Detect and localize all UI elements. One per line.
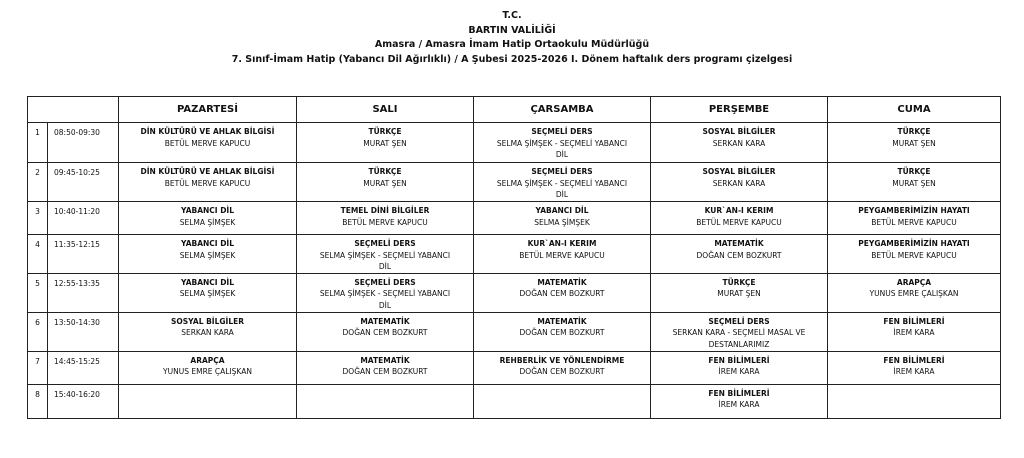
lesson-subject: TÜRKÇE bbox=[897, 167, 931, 176]
period-time: 12:55-13:35 bbox=[48, 273, 119, 312]
lesson-cell bbox=[474, 312, 651, 351]
lesson-subject: REHBERLİK VE YÖNLENDİRME bbox=[499, 355, 625, 365]
lesson-subject: SOSYAL BİLGİLER bbox=[702, 167, 776, 176]
lesson-teacher: SELMA ŞİMŞEK bbox=[534, 217, 590, 227]
lesson-cell bbox=[474, 235, 651, 274]
lesson-teacher: MURAT ŞEN bbox=[892, 178, 936, 188]
lesson-teacher: SERKAN KARA bbox=[712, 138, 766, 148]
lesson-cell bbox=[119, 235, 297, 274]
lesson-teacher: SERKAN KARA bbox=[181, 328, 234, 337]
document-header bbox=[0, 9, 1024, 67]
day-header: CUMA bbox=[828, 97, 1001, 123]
lesson-cell bbox=[297, 312, 474, 351]
lesson-cell bbox=[651, 123, 828, 163]
lesson-cell bbox=[474, 163, 651, 202]
day-header: SALI bbox=[297, 97, 474, 123]
lesson-subject: ARAPÇA bbox=[190, 355, 225, 365]
day-header: ÇARSAMBA bbox=[474, 97, 651, 123]
lesson-cell bbox=[828, 273, 1001, 312]
lesson-cell bbox=[651, 235, 828, 274]
period-number: 3 bbox=[28, 202, 48, 235]
lesson-cell bbox=[297, 384, 474, 418]
lesson-cell bbox=[651, 273, 828, 312]
period-number: 8 bbox=[28, 384, 48, 418]
lesson-subject: KUR`AN-I KERIM bbox=[704, 206, 774, 215]
lesson-subject: YABANCI DİL bbox=[180, 239, 235, 248]
lesson-subject: FEN BİLİMLERİ bbox=[708, 355, 770, 365]
lesson-subject: SOSYAL BİLGİLER bbox=[171, 316, 244, 326]
table-row bbox=[28, 235, 1001, 274]
lesson-cell bbox=[297, 202, 474, 235]
day-header: PERŞEMBE bbox=[651, 97, 828, 123]
table-row bbox=[28, 123, 1001, 163]
lesson-teacher: SERKAN KARA - SEÇMELİ MASAL VE DESTANLARIMIZ bbox=[672, 328, 806, 349]
lesson-cell bbox=[297, 163, 474, 202]
lesson-subject: TÜRKÇE bbox=[722, 277, 756, 287]
lesson-cell bbox=[651, 312, 828, 351]
lesson-cell bbox=[297, 273, 474, 312]
lesson-cell bbox=[297, 351, 474, 384]
period-time: 13:50-14:30 bbox=[48, 312, 119, 351]
lesson-cell bbox=[119, 384, 297, 418]
lesson-cell bbox=[119, 312, 297, 351]
lesson-cell bbox=[474, 123, 651, 163]
lesson-subject: SOSYAL BİLGİLER bbox=[702, 127, 776, 136]
lesson-cell bbox=[119, 163, 297, 202]
lesson-teacher: SELMA ŞİMŞEK bbox=[179, 217, 236, 227]
lesson-teacher: SELMA ŞİMŞEK bbox=[179, 250, 236, 260]
lesson-teacher: BETÜL MERVE KAPUCU bbox=[871, 250, 957, 260]
day-header: PAZARTESİ bbox=[119, 97, 297, 123]
lesson-subject: MATEMATİK bbox=[714, 239, 764, 248]
lesson-teacher: MURAT ŞEN bbox=[717, 289, 761, 298]
header-row bbox=[28, 97, 1001, 123]
period-number: 4 bbox=[28, 235, 48, 274]
lesson-subject: SEÇMELİ DERS bbox=[531, 167, 593, 176]
lesson-teacher: SELMA ŞİMŞEK - SEÇMELİ YABANCI DİL bbox=[319, 289, 451, 310]
lesson-cell bbox=[297, 235, 474, 274]
lesson-teacher: DOĞAN CEM BOZKURT bbox=[696, 250, 782, 260]
lesson-subject: FEN BİLİMLERİ bbox=[708, 388, 770, 398]
lesson-cell bbox=[828, 312, 1001, 351]
lesson-cell bbox=[119, 123, 297, 163]
lesson-cell bbox=[828, 202, 1001, 235]
lesson-teacher: DOĞAN CEM BOZKURT bbox=[342, 328, 428, 337]
lesson-teacher: BETÜL MERVE KAPUCU bbox=[164, 138, 251, 148]
period-time: 08:50-09:30 bbox=[48, 123, 119, 163]
lesson-subject: TEMEL DİNİ BİLGİLER bbox=[340, 206, 430, 215]
lesson-teacher: SELMA ŞİMŞEK - SEÇMELİ YABANCI DİL bbox=[496, 178, 628, 199]
lesson-cell bbox=[297, 123, 474, 163]
lesson-subject: SEÇMELİ DERS bbox=[708, 316, 770, 326]
header-line-1: T.C. bbox=[502, 10, 522, 21]
lesson-teacher: İREM KARA bbox=[718, 400, 760, 409]
header-line-2: BARTIN VALİLİĞİ bbox=[468, 24, 556, 36]
lesson-teacher: YUNUS EMRE ÇALIŞKAN bbox=[869, 289, 959, 298]
lesson-subject: MATEMATİK bbox=[537, 316, 587, 326]
lesson-teacher: DOĞAN CEM BOZKURT bbox=[519, 367, 605, 376]
lesson-subject: FEN BİLİMLERİ bbox=[883, 355, 945, 365]
lesson-cell bbox=[828, 351, 1001, 384]
lesson-subject: TÜRKÇE bbox=[897, 127, 931, 136]
lesson-teacher: DOĞAN CEM BOZKURT bbox=[519, 328, 605, 337]
lesson-subject: PEYGAMBERİMİZİN HAYATI bbox=[858, 206, 970, 215]
lesson-teacher: MURAT ŞEN bbox=[892, 138, 936, 148]
lesson-teacher: BETÜL MERVE KAPUCU bbox=[871, 217, 957, 227]
lesson-teacher: İREM KARA bbox=[718, 367, 760, 376]
lesson-subject: MATEMATİK bbox=[537, 277, 587, 287]
table-row bbox=[28, 312, 1001, 351]
lesson-teacher: MURAT ŞEN bbox=[363, 138, 407, 148]
lesson-cell bbox=[828, 384, 1001, 418]
table-row bbox=[28, 273, 1001, 312]
header-line-3: Amasra / Amasra İmam Hatip Ortaokulu Müdürlüğü bbox=[374, 39, 650, 50]
lesson-teacher: SELMA ŞİMŞEK bbox=[179, 289, 236, 298]
lesson-cell bbox=[651, 384, 828, 418]
lesson-subject: SEÇMELİ DERS bbox=[354, 239, 416, 248]
lesson-teacher: İREM KARA bbox=[893, 328, 935, 337]
lesson-subject: TÜRKÇE bbox=[368, 127, 402, 136]
lesson-subject: YABANCI DİL bbox=[180, 277, 235, 287]
lesson-subject: DİN KÜLTÜRÜ VE AHLAK BİLGİSİ bbox=[140, 127, 275, 136]
table-row bbox=[28, 351, 1001, 384]
lesson-teacher: SELMA ŞİMŞEK - SEÇMELİ YABANCI DİL bbox=[319, 250, 451, 271]
lesson-cell bbox=[828, 235, 1001, 274]
table-row bbox=[28, 202, 1001, 235]
lesson-teacher: YUNUS EMRE ÇALIŞKAN bbox=[163, 367, 252, 376]
period-time: 09:45-10:25 bbox=[48, 163, 119, 202]
lesson-cell bbox=[474, 351, 651, 384]
period-time: 15:40-16:20 bbox=[48, 384, 119, 418]
lesson-cell bbox=[651, 202, 828, 235]
period-time: 14:45-15:25 bbox=[48, 351, 119, 384]
lesson-teacher: BETÜL MERVE KAPUCU bbox=[342, 217, 428, 227]
lesson-teacher: BETÜL MERVE KAPUCU bbox=[519, 250, 605, 260]
lesson-subject: TÜRKÇE bbox=[368, 167, 402, 176]
period-number: 7 bbox=[28, 351, 48, 384]
lesson-teacher: DOĞAN CEM BOZKURT bbox=[342, 367, 428, 376]
period-number: 2 bbox=[28, 163, 48, 202]
lesson-subject: MATEMATİK bbox=[360, 355, 410, 365]
period-number: 5 bbox=[28, 273, 48, 312]
period-time: 10:40-11:20 bbox=[48, 202, 119, 235]
lesson-teacher: BETÜL MERVE KAPUCU bbox=[696, 217, 782, 227]
lesson-cell bbox=[651, 351, 828, 384]
lesson-subject: MATEMATİK bbox=[360, 316, 410, 326]
lesson-teacher: İREM KARA bbox=[893, 367, 935, 376]
period-number: 1 bbox=[28, 123, 48, 163]
lesson-cell bbox=[474, 273, 651, 312]
lesson-teacher: BETÜL MERVE KAPUCU bbox=[164, 178, 251, 188]
lesson-cell bbox=[119, 351, 297, 384]
lesson-cell bbox=[828, 163, 1001, 202]
lesson-subject: PEYGAMBERİMİZİN HAYATI bbox=[858, 239, 970, 248]
header-line-4: 7. Sınıf-İmam Hatip (Yabancı Dil Ağırlıklı) / A Şubesi 2025-2026 I. Dönem haftalık ders programı çizelgesi bbox=[231, 53, 793, 65]
lesson-subject: YABANCI DİL bbox=[535, 206, 589, 215]
lesson-teacher: SERKAN KARA bbox=[712, 178, 766, 188]
lesson-teacher: SELMA ŞİMŞEK - SEÇMELİ YABANCI DİL bbox=[496, 138, 628, 159]
lesson-cell bbox=[474, 202, 651, 235]
period-number: 6 bbox=[28, 312, 48, 351]
lesson-subject: SEÇMELİ DERS bbox=[354, 277, 416, 287]
schedule-table bbox=[27, 96, 1001, 419]
lesson-subject: YABANCI DİL bbox=[180, 206, 235, 215]
lesson-subject: ARAPÇA bbox=[896, 277, 932, 287]
lesson-cell bbox=[119, 202, 297, 235]
lesson-cell bbox=[119, 273, 297, 312]
lesson-cell bbox=[828, 123, 1001, 163]
lesson-subject: DİN KÜLTÜRÜ VE AHLAK BİLGİSİ bbox=[140, 167, 275, 176]
table-row bbox=[28, 163, 1001, 202]
lesson-cell bbox=[651, 163, 828, 202]
lesson-cell bbox=[474, 384, 651, 418]
lesson-subject: KUR`AN-I KERIM bbox=[527, 239, 597, 248]
lesson-teacher: DOĞAN CEM BOZKURT bbox=[519, 289, 605, 298]
corner-cell bbox=[28, 97, 119, 123]
lesson-teacher: MURAT ŞEN bbox=[363, 178, 407, 188]
lesson-subject: SEÇMELİ DERS bbox=[531, 127, 593, 136]
period-time: 11:35-12:15 bbox=[48, 235, 119, 274]
lesson-subject: FEN BİLİMLERİ bbox=[883, 316, 945, 326]
table-row bbox=[28, 384, 1001, 418]
